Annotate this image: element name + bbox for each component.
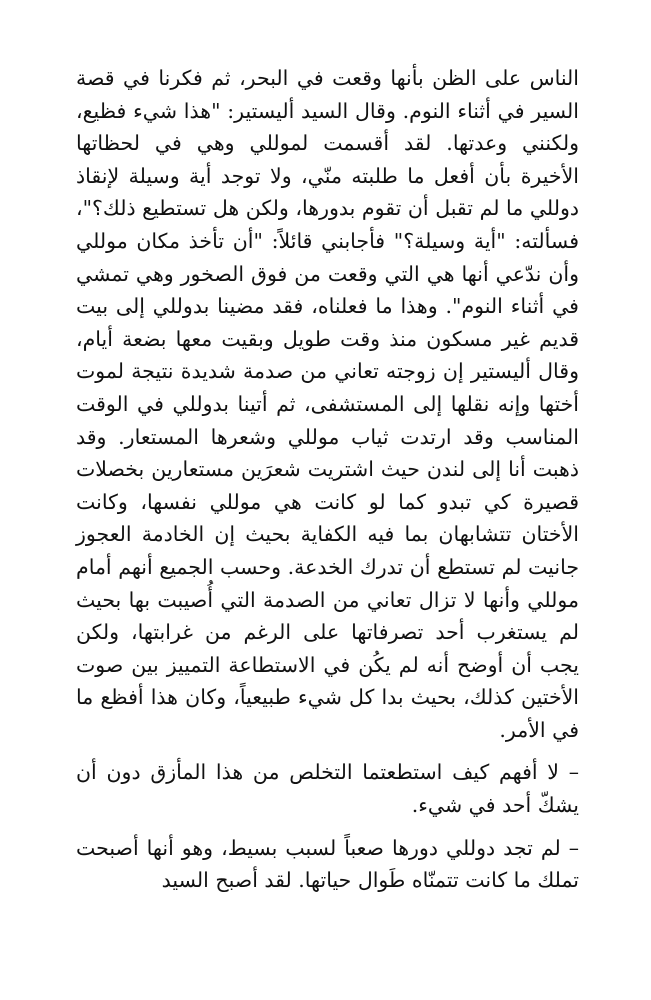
paragraph-dialogue-question: – لا أفهم كيف استطعتما التخلص من هذا المأزق دون أن يشكّ أحد في شيء. (76, 760, 579, 818)
paragraph-dialogue-answer: – لم تجد دوللي دورها صعباً لسبب بسيط، وهو أنها أصبحت تملك ما كانت تتمنّاه طَوال حياتها. لقد أصبح السيد (76, 835, 579, 893)
paragraph-narrative: الناس على الظن بأنها وقعت في البحر، ثم فكرنا في قصة السير في أثناء النوم. وقال السيد أليستير: "هذا شيء فظيع، ولكنني وعدتها. لقد أقسمت لموللي وهي في لحظاتها الأخيرة بأن أفعل ما طلبته منّي، ولا توجد أية وسيلة لإنقاذ دوللي ما لم تقبل أن تقوم بدورها، ولكن هل تستطيع ذلك؟"، فسألته: "أية وسيلة؟" فأجابني قائلاً: "أن تأخذ مكان موللي وأن ندّعي أنها هي التي وقعت من فوق الصخور وهي تمشي في أثناء النوم". وهذا ما فعلناه، فقد مضينا بدوللي إلى بيت قديم غير مسكون منذ وقت طويل وبقيت معها بضعة أيام، وقال أليستير إن زوجته تعاني من صدمة شديدة نتيجة لموت أختها وإنه نقلها إلى المستشفى، ثم أتينا بدوللي في الوقت المناسب وقد ارتدت ثياب موللي وشعرها المستعار. وقد ذهبت أنا إلى لندن حيث اشتريت شعرَين مستعارين بخصلات قصيرة كي تبدو كما لو كانت هي موللي نفسها، وكانت الأختان تتشابهان بما فيه الكفاية بحيث إن الخادمة العجوز جانيت لم تستطع أن تدرك الخدعة. وحسب الجميع أنهم أمام موللي وأنها لا تزال تعاني من الصدمة التي أُصيبت بها بحيث لم يستغرب أحد تصرفاتها على الرغم من غرابتها، ولكن يجب أن أوضح أنه لم يكُن في الاستطاعة التمييز بين صوت الأختين كذلك، بحيث بدا كل شيء طبيعياً، وكان هذا أفظع ما في الأمر. (76, 66, 579, 742)
